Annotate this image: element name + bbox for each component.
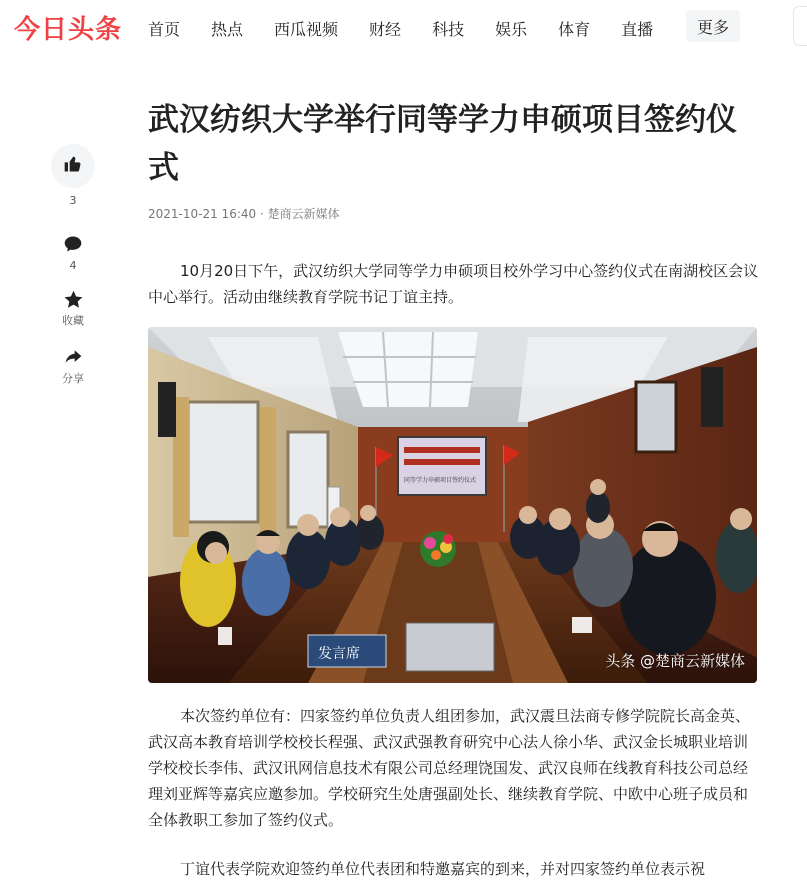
like-button[interactable]: [50, 144, 96, 207]
article-title: 武汉纺织大学举行同等学力申硕项目签约仪式: [148, 102, 737, 186]
favorite-button[interactable]: [50, 288, 96, 328]
article-paragraph-2: 本次签约单位有：四家签约单位负责人组团参加，武汉震旦法商专修学院院长高金英、武汉高本教育培训学校校长程强、武汉武强教育研究中心法人徐小华、武汉金长城职业培训学校校长李伟、武汉讯网信息技术有限公司总经理饶国发、武汉良师在线教育科技公司总经理刘亚辉等嘉宾应邀参加。学校研究生处唐强副处长、继续教育学院、中欧中心班子成员和全体教职工参加了签约仪式。: [148, 707, 751, 829]
nav-item-xigua-video[interactable]: 西瓜视频: [274, 19, 339, 39]
share-icon: [62, 346, 84, 368]
article-paragraph-1: 10月20日下午，武汉纺织大学同等学力申硕项目校外学习中心签约仪式在南湖校区会议中心举行。活动由继续教育学院书记丁谊主持。: [148, 262, 759, 306]
favorite-label: 收藏: [62, 314, 84, 327]
nav-more-button[interactable]: 更多: [686, 10, 740, 42]
like-circle: [51, 144, 95, 188]
nav-item-sports[interactable]: 体育: [558, 19, 591, 39]
top-navigation-bar: [0, 0, 807, 56]
search-box-edge[interactable]: [793, 6, 807, 46]
nav-item-hot[interactable]: 热点: [211, 19, 244, 39]
like-count: 3: [69, 194, 77, 207]
article-action-sidebar: [50, 144, 96, 386]
comment-button[interactable]: [50, 233, 96, 272]
article-paragraph-3: 丁谊代表学院欢迎签约单位代表团和特邀嘉宾的到来，并对四家签约单位表示祝: [180, 860, 706, 878]
star-icon: [62, 288, 84, 310]
article-meta: 2021-10-21 16:40 · 楚商云新媒体: [148, 207, 340, 221]
nav-item-tech[interactable]: 科技: [432, 19, 465, 39]
nav-item-entertainment[interactable]: 娱乐: [495, 19, 528, 39]
main-nav: [148, 0, 684, 56]
comment-icon: [62, 233, 84, 255]
comment-count: 4: [69, 259, 77, 272]
nav-item-finance[interactable]: 财经: [369, 19, 402, 39]
nav-item-home[interactable]: 首页: [148, 19, 181, 39]
thumbs-up-icon: [63, 154, 83, 178]
share-button[interactable]: [50, 346, 96, 386]
conference-room-image: [148, 327, 757, 683]
nav-item-live[interactable]: 直播: [621, 19, 654, 39]
share-label: 分享: [62, 372, 84, 385]
toutiao-logo[interactable]: 今日头条: [14, 15, 123, 45]
podium-sign-text: 发言席: [318, 646, 360, 662]
screen-text: 同等学力申硕项目签约仪式: [404, 477, 477, 484]
article-photo-signing-ceremony: [148, 327, 757, 683]
image-watermark: 头条 @楚商云新媒体: [605, 652, 745, 670]
